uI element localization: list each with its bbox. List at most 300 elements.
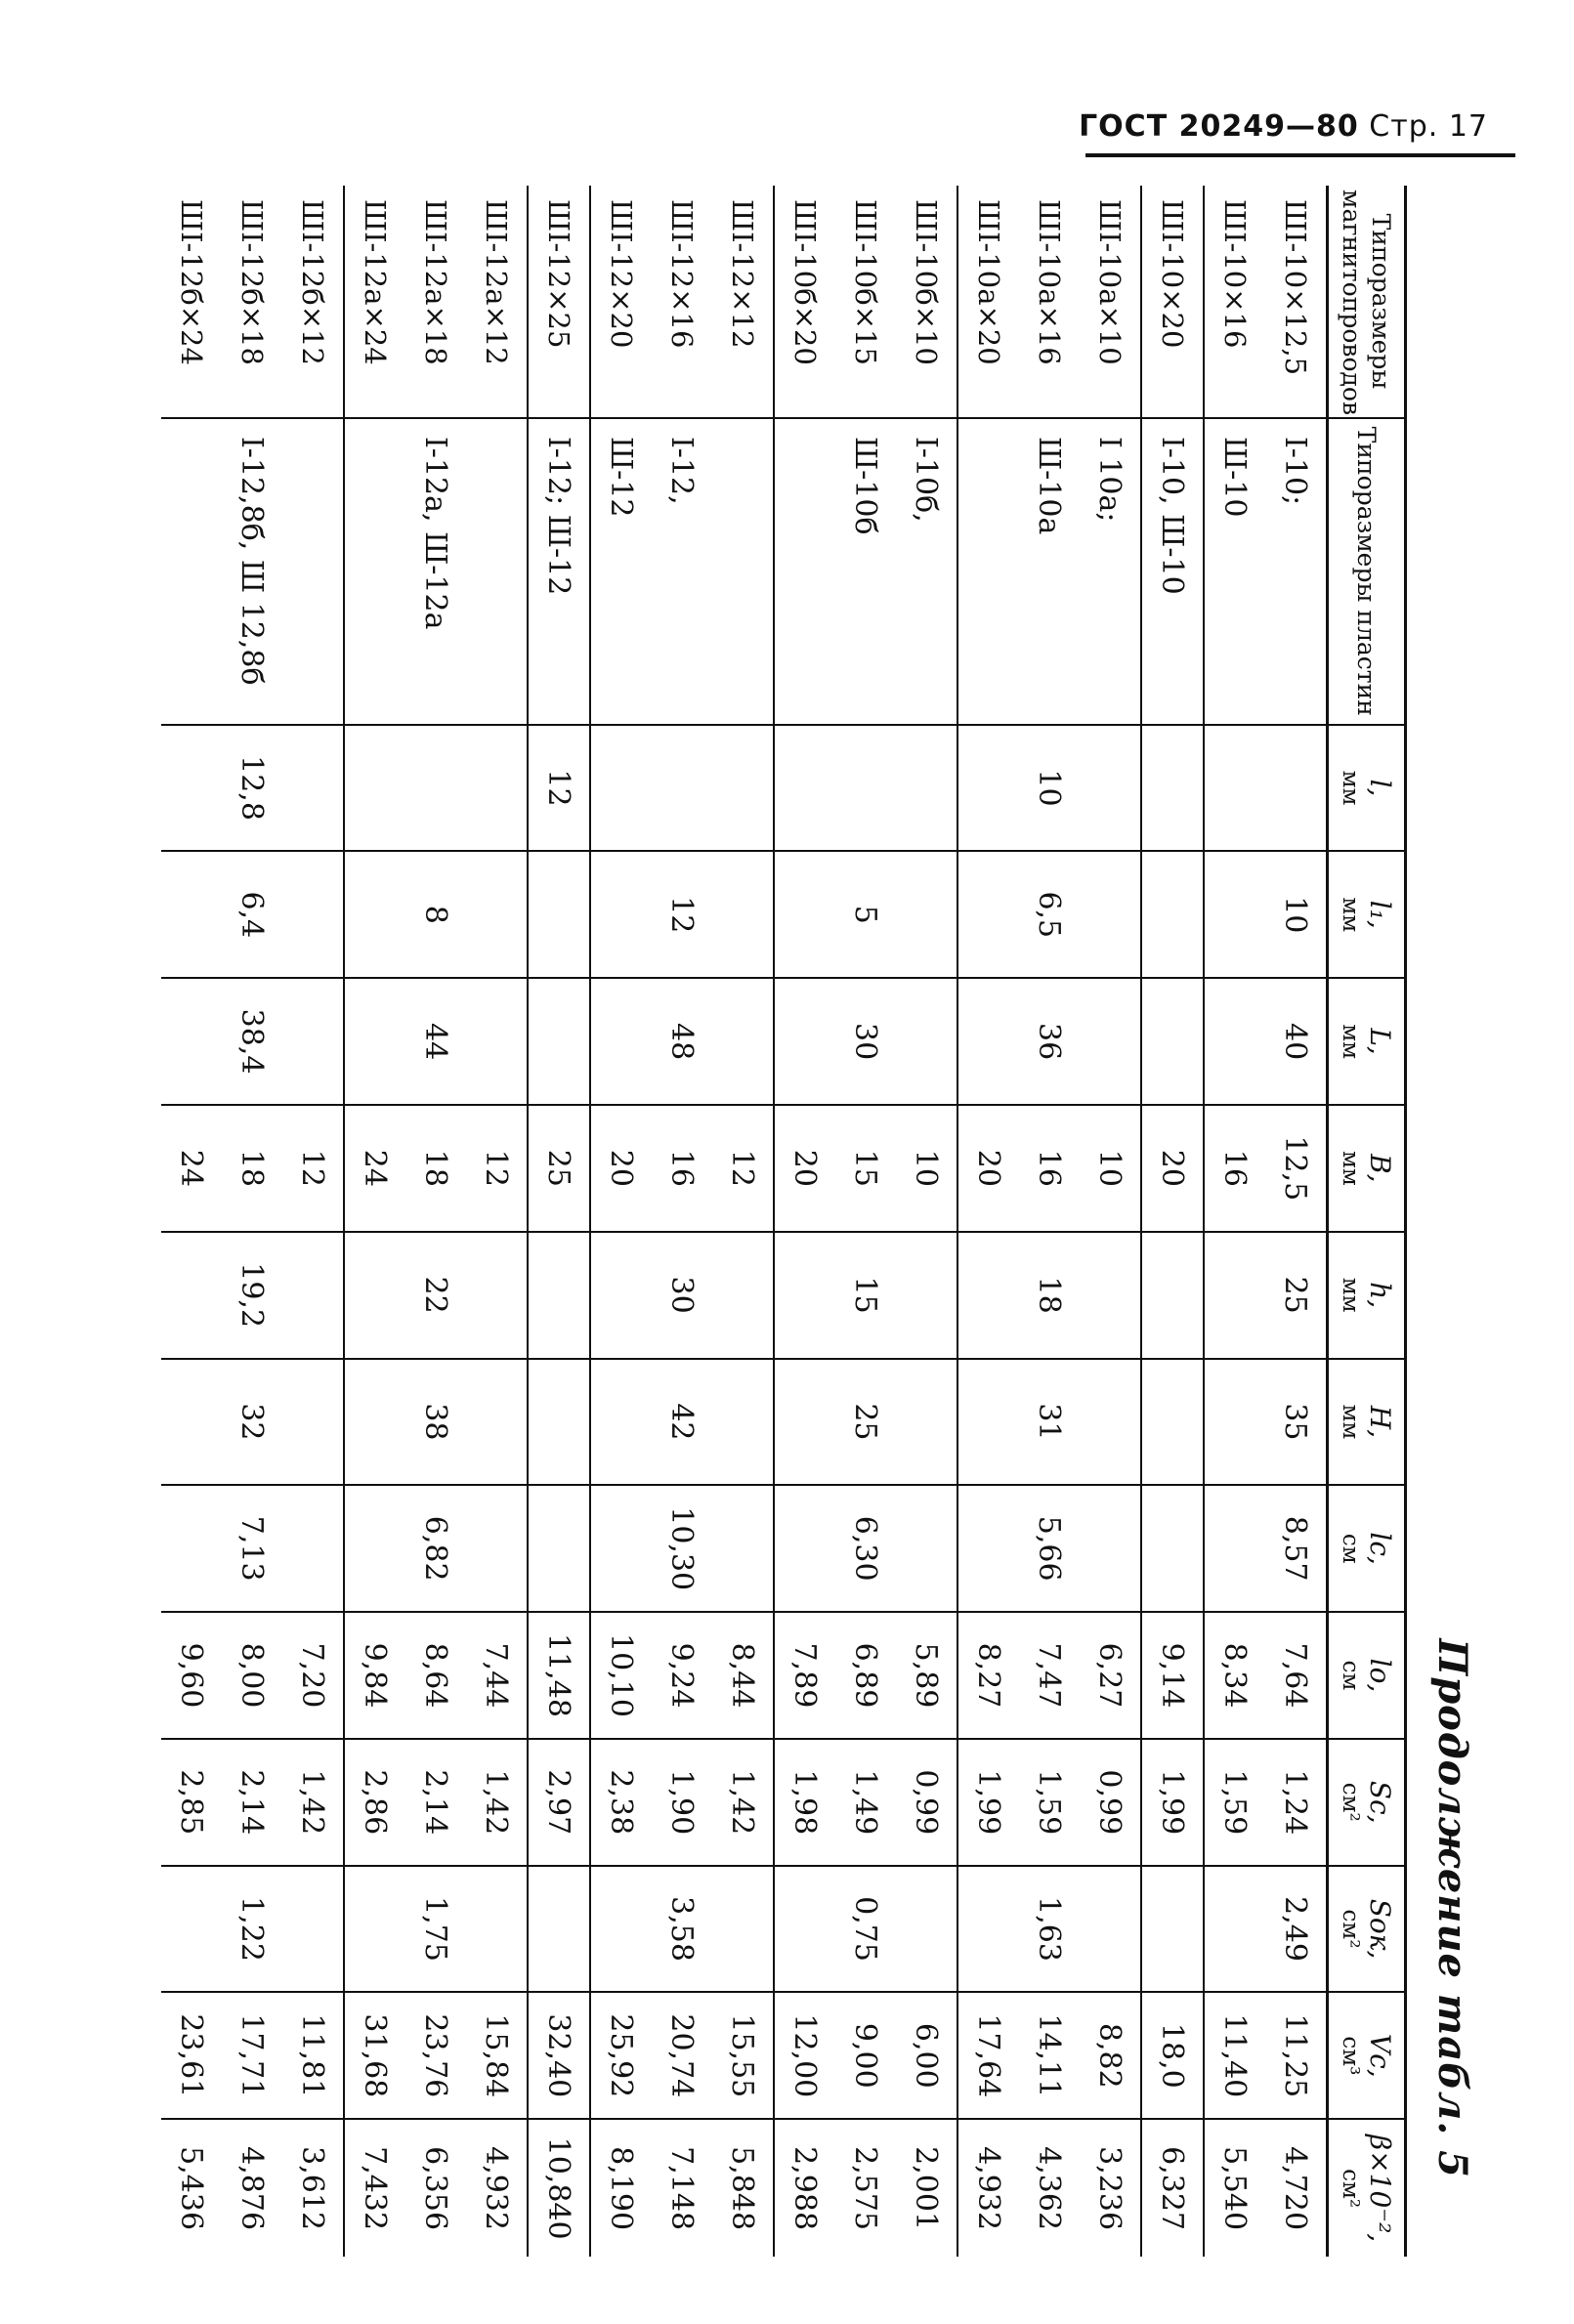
cell-core: ШI-12а×18	[418, 199, 452, 365]
cell-Vc: 9,00	[835, 1992, 896, 2119]
cell-lc	[282, 1485, 344, 1612]
cell-H: 25	[835, 1359, 896, 1486]
cell-core: ШI-10×12,5	[1265, 186, 1328, 418]
cell-lc	[1080, 1485, 1141, 1612]
column-header	[1327, 1992, 1405, 2119]
table-caption: Продолжение табл. 5	[1429, 1638, 1475, 2178]
cell-Vc: 8,82	[1080, 1992, 1141, 2119]
cell-l	[896, 725, 957, 852]
cell-beta: 4,720	[1265, 2119, 1328, 2257]
cell-plate: I-10, Ш-10	[1141, 418, 1204, 725]
cell-B: 16	[1019, 1105, 1080, 1232]
cell-l1	[774, 851, 835, 978]
cell-core: ШI-12б×18	[234, 199, 269, 365]
cell-Sc: 0,99	[1080, 1739, 1141, 1866]
cell-lc	[590, 1485, 652, 1612]
cell-core: ШI-12×20	[604, 199, 638, 349]
table-row	[1080, 186, 1141, 2257]
cell-lo: 7,44	[466, 1612, 528, 1739]
cell-H: 32	[222, 1359, 282, 1486]
cell-Sc: 1,42	[282, 1739, 344, 1866]
cell-Vc: 18,0	[1141, 1992, 1204, 2119]
cell-Sok	[957, 1866, 1019, 1993]
cell-B: 20	[1141, 1105, 1204, 1232]
cell-Vc: 32,40	[528, 1992, 590, 2119]
cell-l	[1204, 725, 1265, 852]
column-symbol: H,	[1364, 1405, 1396, 1439]
cell-beta: 7,148	[652, 2119, 712, 2257]
cell-Sok	[1080, 1866, 1141, 1993]
cell-l	[161, 725, 222, 852]
cell-beta: 5,848	[712, 2119, 774, 2257]
column-symbol: h,	[1364, 1282, 1396, 1309]
cell-beta: 3,236	[1080, 2119, 1141, 2257]
column-header	[1327, 1105, 1405, 1232]
cell-lo: 6,89	[835, 1612, 896, 1739]
standard-number: ГОСТ 20249—80	[1079, 109, 1359, 144]
cell-Sc: 2,97	[528, 1739, 590, 1866]
cell-lc	[957, 1485, 1019, 1612]
table-row	[774, 186, 835, 2257]
cell-Sok	[344, 1866, 405, 1993]
cell-B: 24	[344, 1105, 405, 1232]
cell-Vc: 17,64	[957, 1992, 1019, 2119]
cell-l1: 10	[1265, 851, 1328, 978]
cell-beta: 5,436	[161, 2119, 222, 2257]
cell-H	[1080, 1359, 1141, 1486]
cell-l1	[282, 851, 344, 978]
table-row	[344, 186, 405, 2257]
cell-beta: 6,356	[405, 2119, 466, 2257]
cell-H: 42	[652, 1359, 712, 1486]
cell-L	[1080, 978, 1141, 1105]
cell-H	[528, 1359, 590, 1486]
cell-Sok	[774, 1866, 835, 1993]
cell-lc	[528, 1485, 590, 1612]
cell-Vc: 15,84	[466, 1992, 528, 2119]
cell-l	[957, 725, 1019, 852]
cell-l	[282, 725, 344, 852]
cell-Sc: 2,38	[590, 1739, 652, 1866]
column-header	[1327, 1612, 1405, 1739]
cell-core: ШI-12а×24	[358, 199, 392, 365]
cell-l: 10	[1019, 725, 1080, 852]
cell-Sok	[712, 1866, 774, 1993]
cell-B: 25	[528, 1105, 590, 1232]
cell-Sok	[1204, 1866, 1265, 1993]
cell-h	[1141, 1232, 1204, 1359]
cell-plate	[712, 418, 774, 725]
cell-core: ШI-10б×10	[896, 186, 957, 418]
table-row	[282, 186, 344, 2257]
table-row	[1019, 186, 1080, 2257]
cell-l1	[896, 851, 957, 978]
cell-h	[466, 1232, 528, 1359]
cell-Vc: 12,00	[774, 1992, 835, 2119]
cell-l1	[590, 851, 652, 978]
cell-core: ШI-12б×12	[282, 186, 344, 418]
cell-lo: 9,14	[1141, 1612, 1204, 1739]
cell-beta: 6,327	[1141, 2119, 1204, 2257]
page-header	[1079, 109, 1488, 144]
header-row	[1327, 186, 1405, 2257]
cell-lo: 10,10	[590, 1612, 652, 1739]
cell-lo: 9,24	[652, 1612, 712, 1739]
cell-lo: 9,60	[161, 1612, 222, 1739]
cell-l1	[344, 851, 405, 978]
cell-Sok: 1,22	[222, 1866, 282, 1993]
cell-l	[652, 725, 712, 852]
cell-l	[1141, 725, 1204, 852]
cell-beta: 4,932	[466, 2119, 528, 2257]
cell-lc	[1141, 1485, 1204, 1612]
cell-h: 19,2	[222, 1232, 282, 1359]
cell-plate: Ш-12	[590, 418, 652, 725]
cell-B: 24	[161, 1105, 222, 1232]
column-unit: см	[1338, 1660, 1364, 1691]
cell-lc: 5,66	[1019, 1485, 1080, 1612]
cell-H	[590, 1359, 652, 1486]
cell-lo: 8,44	[712, 1612, 774, 1739]
cell-Sok	[282, 1866, 344, 1993]
cell-Sc: 1,42	[466, 1739, 528, 1866]
cell-l: 12,8	[222, 725, 282, 852]
cell-l1	[466, 851, 528, 978]
cell-L	[1141, 978, 1204, 1105]
cell-h	[528, 1232, 590, 1359]
column-header	[1327, 725, 1405, 852]
cell-core: ШI-12б×24	[174, 199, 208, 365]
column-header	[1327, 2119, 1405, 2257]
table-row	[405, 186, 466, 2257]
cell-B: 20	[957, 1105, 1019, 1232]
cell-l	[1265, 725, 1328, 852]
cell-core: ШI-10а×20	[971, 199, 1005, 365]
cell-l1	[712, 851, 774, 978]
cell-B: 12	[712, 1105, 774, 1232]
table-row	[957, 186, 1019, 2257]
table-row	[712, 186, 774, 2257]
cell-L: 36	[1019, 978, 1080, 1105]
cell-h: 15	[835, 1232, 896, 1359]
cell-L	[1204, 978, 1265, 1105]
cell-lo: 7,20	[282, 1612, 344, 1739]
cell-h	[957, 1232, 1019, 1359]
cell-lo: 8,00	[222, 1612, 282, 1739]
column-unit: мм	[1338, 1150, 1364, 1186]
cell-B: 18	[222, 1105, 282, 1232]
cell-l1	[1141, 851, 1204, 978]
cell-h	[590, 1232, 652, 1359]
cell-B: 20	[590, 1105, 652, 1232]
cell-H	[282, 1359, 344, 1486]
column-header	[1327, 1739, 1405, 1866]
cell-lo: 5,89	[896, 1612, 957, 1739]
cell-Sok: 1,75	[405, 1866, 466, 1993]
cell-h: 22	[405, 1232, 466, 1359]
cell-l	[466, 725, 528, 852]
cell-Vc: 25,92	[590, 1992, 652, 2119]
cell-plate	[466, 418, 528, 725]
cell-lc	[466, 1485, 528, 1612]
column-unit: мм	[1338, 1277, 1364, 1313]
column-unit: см²	[1338, 1782, 1364, 1822]
cell-Sc: 1,24	[1265, 1739, 1328, 1866]
cell-beta: 7,432	[344, 2119, 405, 2257]
column-symbol: β×10⁻²,	[1364, 2134, 1396, 2243]
column-unit: мм	[1338, 1024, 1364, 1059]
cell-beta: 4,876	[222, 2119, 282, 2257]
cell-B: 10	[896, 1105, 957, 1232]
cell-B: 10	[1080, 1105, 1141, 1232]
cell-B: 12,5	[1265, 1105, 1328, 1232]
cell-core: ШI-10б×20	[787, 199, 822, 365]
table-row	[466, 186, 528, 2257]
cell-H: 38	[405, 1359, 466, 1486]
cell-l	[712, 725, 774, 852]
cell-l	[774, 725, 835, 852]
cell-B: 20	[774, 1105, 835, 1232]
cell-Sok: 2,49	[1265, 1866, 1328, 1993]
cell-plate: Ш-10а	[1019, 418, 1080, 725]
cell-L: 40	[1265, 978, 1328, 1105]
cell-beta: 4,362	[1019, 2119, 1080, 2257]
cell-L	[344, 978, 405, 1105]
cell-Vc: 20,74	[652, 1992, 712, 2119]
cell-h	[1204, 1232, 1265, 1359]
header-rule	[1085, 153, 1515, 157]
cell-l	[1080, 725, 1141, 852]
table-row	[222, 186, 282, 2257]
cell-lo: 6,27	[1080, 1612, 1141, 1739]
cell-L: 30	[835, 978, 896, 1105]
cell-Sc: 2,14	[405, 1739, 466, 1866]
cell-l1	[161, 851, 222, 978]
cell-l1: 6,5	[1019, 851, 1080, 978]
cell-l	[835, 725, 896, 852]
spec-table	[161, 186, 1407, 2257]
table-row	[528, 186, 590, 2257]
cell-Sc: 1,99	[957, 1739, 1019, 1866]
cell-H	[1141, 1359, 1204, 1486]
cell-lc	[1204, 1485, 1265, 1612]
cell-beta: 5,540	[1204, 2119, 1265, 2257]
cell-l1: 8	[405, 851, 466, 978]
cell-h	[344, 1232, 405, 1359]
column-symbol: L,	[1364, 1028, 1396, 1055]
cell-l1: 12	[652, 851, 712, 978]
cell-Sc: 1,59	[1204, 1739, 1265, 1866]
cell-H: 35	[1265, 1359, 1328, 1486]
cell-Vc: 31,68	[344, 1992, 405, 2119]
cell-lc	[161, 1485, 222, 1612]
column-header	[1327, 978, 1405, 1105]
cell-Vc: 11,81	[282, 1992, 344, 2119]
cell-lc: 10,30	[652, 1485, 712, 1612]
table-body	[161, 186, 1328, 2257]
cell-lo: 7,89	[774, 1612, 835, 1739]
cell-H	[774, 1359, 835, 1486]
cell-beta: 8,190	[590, 2119, 652, 2257]
cell-l	[590, 725, 652, 852]
cell-Sc: 1,59	[1019, 1739, 1080, 1866]
column-header	[1327, 1232, 1405, 1359]
cell-B: 16	[1204, 1105, 1265, 1232]
cell-lc	[774, 1485, 835, 1612]
cell-beta: 2,001	[896, 2119, 957, 2257]
cell-beta: 3,612	[282, 2119, 344, 2257]
cell-H	[1204, 1359, 1265, 1486]
cell-h: 25	[1265, 1232, 1328, 1359]
cell-h: 18	[1019, 1232, 1080, 1359]
column-symbol: lо,	[1364, 1658, 1396, 1693]
column-symbol: l,	[1364, 779, 1396, 797]
cell-plate	[344, 418, 405, 725]
cell-l	[405, 725, 466, 852]
cell-h	[896, 1232, 957, 1359]
cell-plate: Ш-10	[1204, 418, 1265, 725]
cell-plate: I 10а;	[1080, 418, 1141, 725]
column-symbol: B,	[1364, 1154, 1396, 1183]
cell-Sc: 2,85	[161, 1739, 222, 1866]
cell-core: ШI-12×16	[664, 199, 699, 349]
cell-plate: I-10б,	[896, 418, 957, 725]
cell-Sc: 1,49	[835, 1739, 896, 1866]
cell-lo: 7,64	[1265, 1612, 1328, 1739]
column-header	[1327, 1359, 1405, 1486]
cell-B: 15	[835, 1105, 896, 1232]
cell-l1	[1080, 851, 1141, 978]
cell-h	[774, 1232, 835, 1359]
cell-H	[896, 1359, 957, 1486]
cell-Sc: 1,90	[652, 1739, 712, 1866]
cell-lo: 9,84	[344, 1612, 405, 1739]
cell-L	[282, 978, 344, 1105]
cell-Sok	[896, 1866, 957, 1993]
cell-L	[161, 978, 222, 1105]
cell-L	[774, 978, 835, 1105]
table-row	[835, 186, 896, 2257]
cell-beta: 10,840	[528, 2119, 590, 2257]
cell-lc	[896, 1485, 957, 1612]
cell-B: 16	[652, 1105, 712, 1232]
cell-plate: I-12,8б, Ш 12,8б	[222, 418, 282, 725]
table-row	[652, 186, 712, 2257]
cell-B: 12	[282, 1105, 344, 1232]
cell-core: ШI-12×12	[712, 186, 774, 418]
cell-L	[896, 978, 957, 1105]
cell-l1: 5	[835, 851, 896, 978]
cell-core: ШI-10б×15	[848, 199, 882, 365]
cell-Sc: 1,99	[1141, 1739, 1204, 1866]
cell-L: 48	[652, 978, 712, 1105]
cell-Vc: 17,71	[222, 1992, 282, 2119]
column-unit: см²	[1338, 2169, 1364, 2209]
cell-Sok	[161, 1866, 222, 1993]
cell-Sok: 3,58	[652, 1866, 712, 1993]
column-header	[1327, 851, 1405, 978]
cell-core: ШI-10а×16	[1032, 199, 1066, 365]
column-unit: мм	[1338, 1404, 1364, 1440]
cell-plate	[282, 418, 344, 725]
cell-plate: Ш-10б	[835, 418, 896, 725]
rotated-table-area	[176, 186, 1485, 2257]
cell-B: 12	[466, 1105, 528, 1232]
cell-core: ШI-12а×12	[466, 186, 528, 418]
cell-l	[344, 725, 405, 852]
cell-core: ШI-10×16	[1217, 199, 1252, 349]
cell-lo: 8,64	[405, 1612, 466, 1739]
cell-Sok	[1141, 1866, 1204, 1993]
cell-B: 18	[405, 1105, 466, 1232]
cell-plate: I-12а, Ш-12а	[405, 418, 466, 725]
column-header	[1327, 1866, 1405, 1993]
cell-lc	[344, 1485, 405, 1612]
cell-lc: 6,30	[835, 1485, 896, 1612]
cell-h	[1080, 1232, 1141, 1359]
cell-h: 30	[652, 1232, 712, 1359]
table-row	[1204, 186, 1265, 2257]
column-symbol: l₁,	[1364, 900, 1396, 929]
cell-plate	[774, 418, 835, 725]
cell-l1	[528, 851, 590, 978]
cell-Vc: 11,25	[1265, 1992, 1328, 2119]
cell-Vc: 23,76	[405, 1992, 466, 2119]
cell-plate: I-12,	[652, 418, 712, 725]
cell-Vc: 6,00	[896, 1992, 957, 2119]
cell-Vc: 14,11	[1019, 1992, 1080, 2119]
cell-beta: 2,988	[774, 2119, 835, 2257]
cell-Sok	[590, 1866, 652, 1993]
page-number: Стр. 17	[1369, 109, 1488, 144]
column-header: Типоразмеры пластин	[1327, 418, 1405, 725]
cell-H	[161, 1359, 222, 1486]
column-unit: см²	[1338, 1909, 1364, 1949]
cell-l1	[957, 851, 1019, 978]
cell-plate: I-12; Ш-12	[528, 418, 590, 725]
column-header	[1327, 1485, 1405, 1612]
cell-Sc: 2,14	[222, 1739, 282, 1866]
cell-plate	[957, 418, 1019, 725]
column-unit: мм	[1338, 770, 1364, 806]
cell-H	[712, 1359, 774, 1486]
table-row	[896, 186, 957, 2257]
cell-l1	[1204, 851, 1265, 978]
cell-h	[282, 1232, 344, 1359]
column-symbol: Sок,	[1364, 1898, 1396, 1960]
cell-Vc: 11,40	[1204, 1992, 1265, 2119]
cell-beta: 4,932	[957, 2119, 1019, 2257]
cell-lo: 7,47	[1019, 1612, 1080, 1739]
cell-core: ШI-10а×10	[1080, 186, 1141, 418]
cell-Sok	[466, 1866, 528, 1993]
cell-h	[161, 1232, 222, 1359]
cell-Vc: 15,55	[712, 1992, 774, 2119]
cell-plate	[161, 418, 222, 725]
table-row	[590, 186, 652, 2257]
table-row	[161, 186, 222, 2257]
cell-lo: 8,27	[957, 1612, 1019, 1739]
column-unit: мм	[1338, 897, 1364, 933]
cell-H	[957, 1359, 1019, 1486]
cell-lo: 11,48	[528, 1612, 590, 1739]
cell-Sok: 1,63	[1019, 1866, 1080, 1993]
cell-l1: 6,4	[222, 851, 282, 978]
cell-Sok	[528, 1866, 590, 1993]
cell-L: 38,4	[222, 978, 282, 1105]
cell-lc: 8,57	[1265, 1485, 1328, 1612]
cell-core: ШI-12×25	[528, 186, 590, 418]
